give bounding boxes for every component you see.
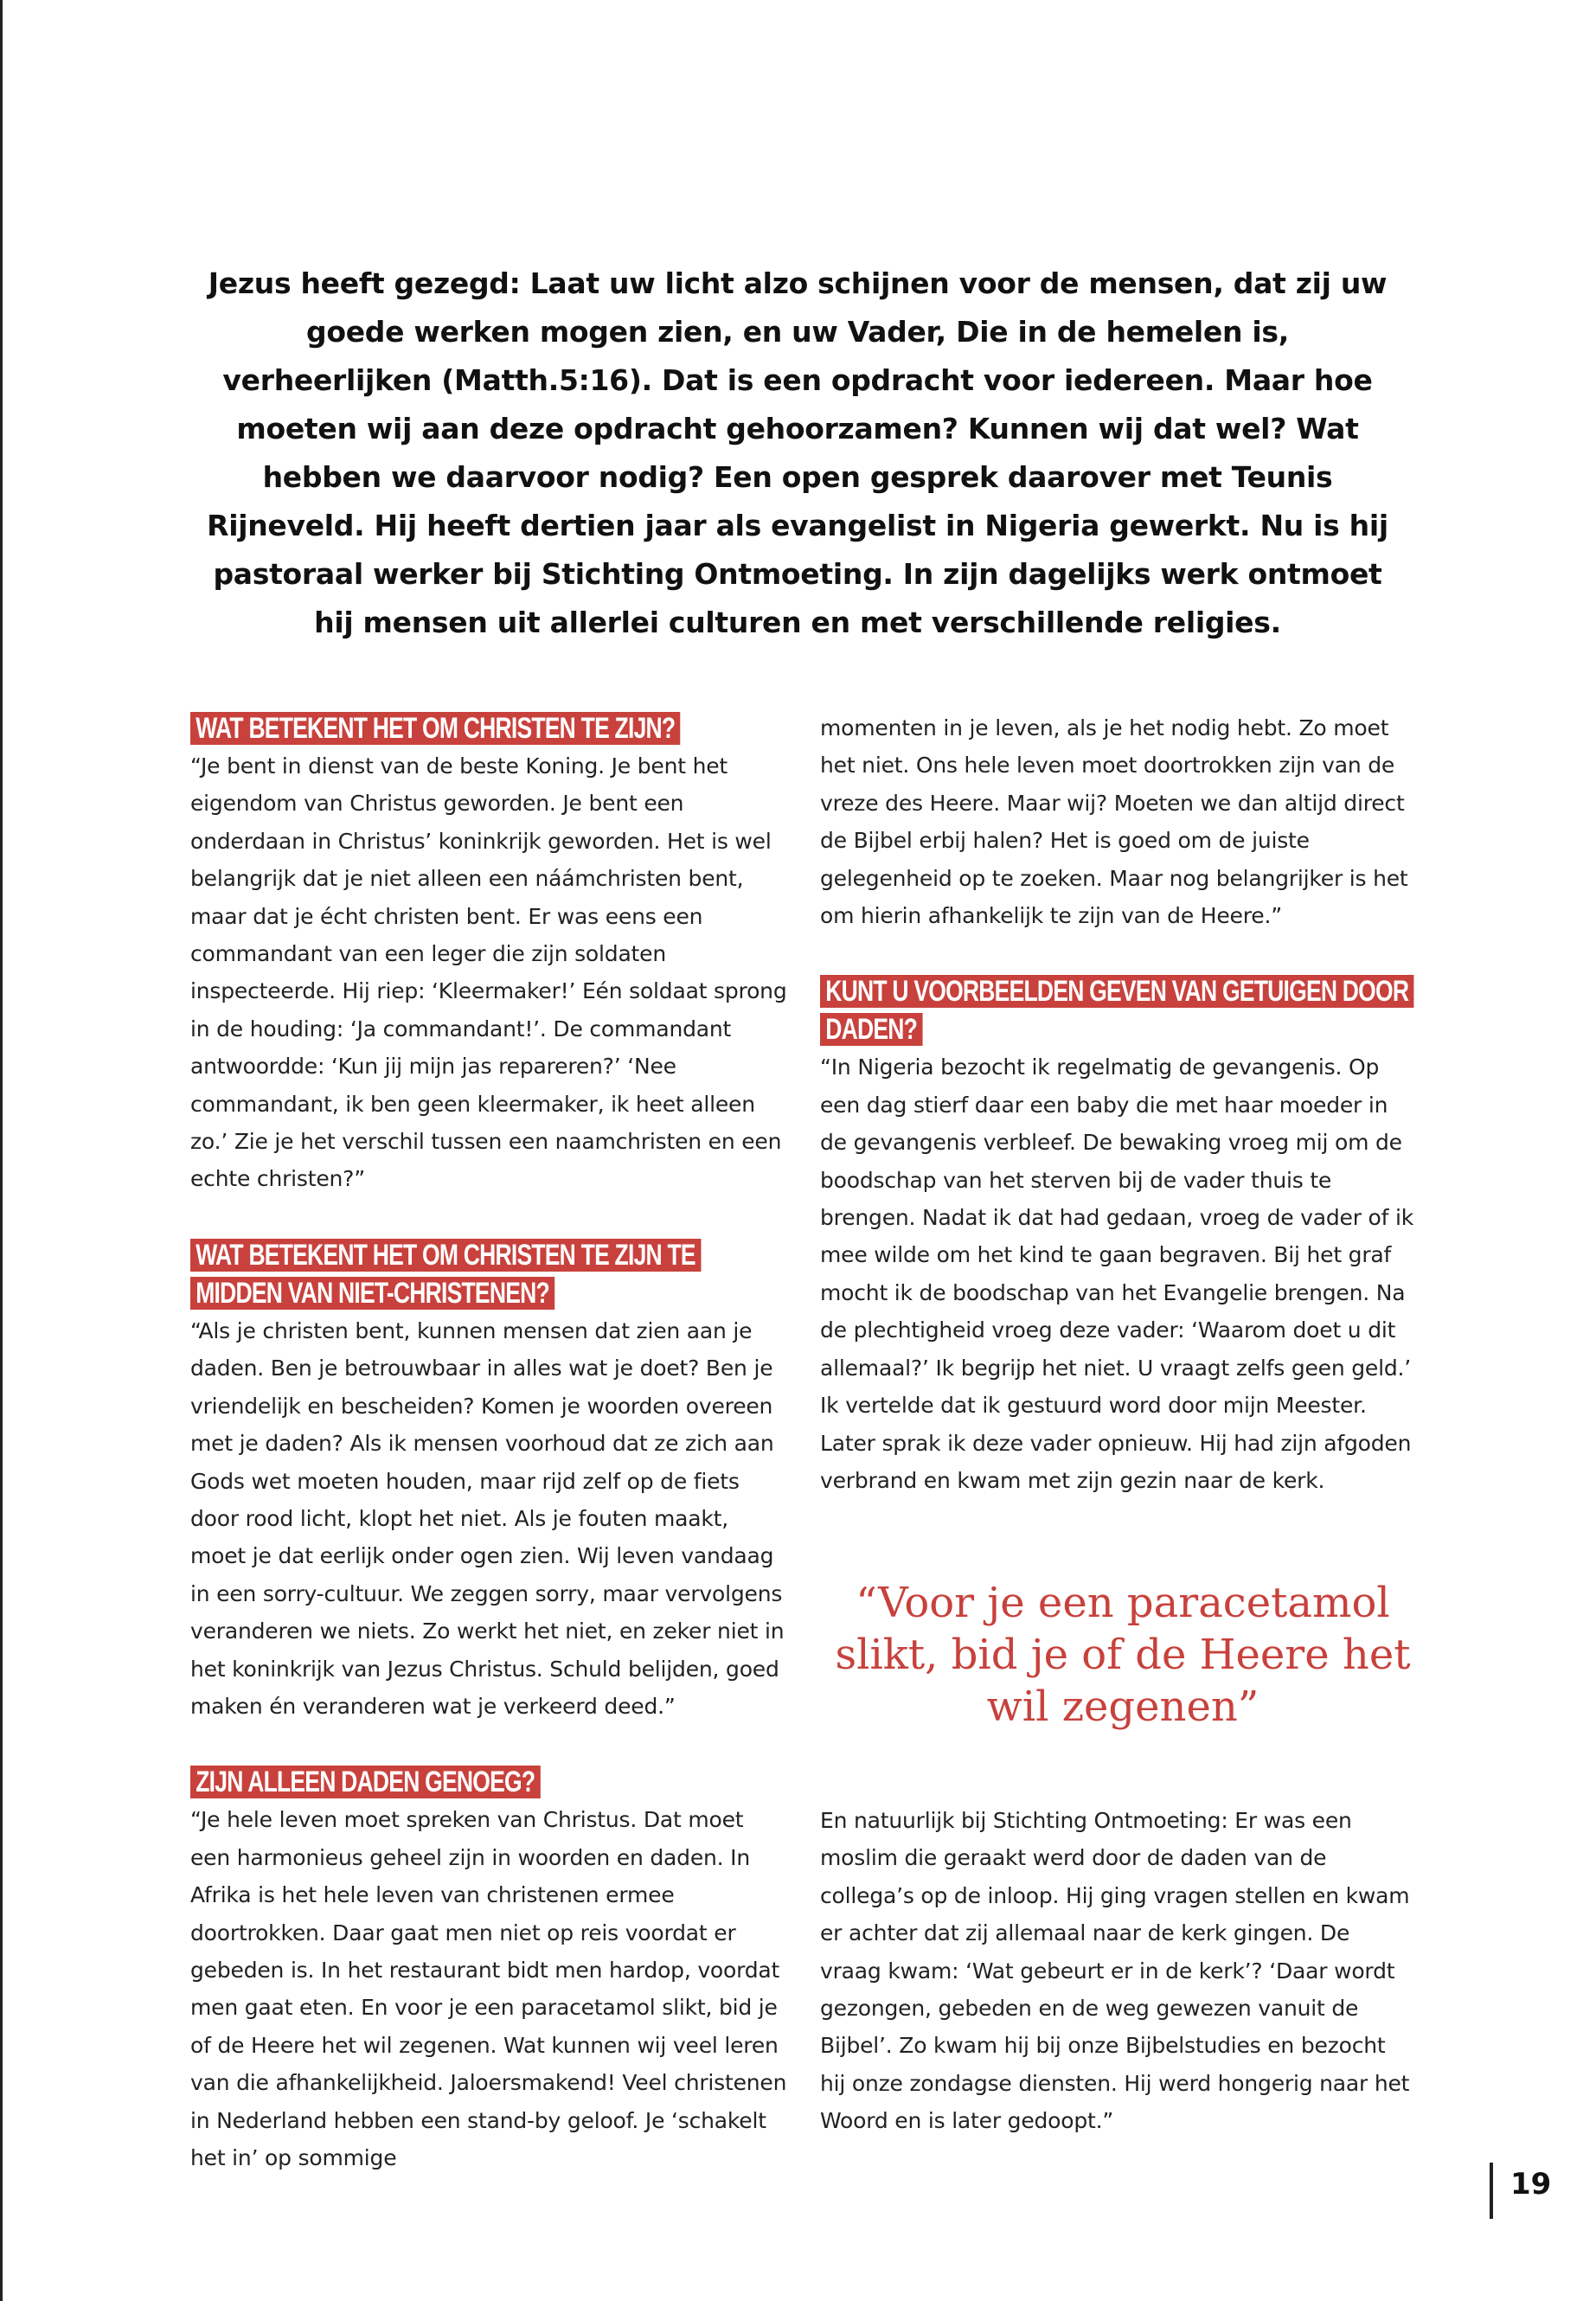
- page-edge-rule: [0, 0, 3, 2301]
- question-heading-4: KUNT U VOORBEELDEN GEVEN VAN GETUIGEN DOOR DADEN?: [820, 972, 1416, 1048]
- answer-3: “Je hele leven moet spreken van Christus. Dat moet een harmonieus geheel zijn in woorden en daden. In Afrika is het hele leven van christenen ermee doortrokken. Daar gaat men niet op reis voordat er gebeden is. In het restaurant bidt men hardop, voordat men gaat eten. En voor je een paracetamol slikt, bid je of de Heere het wil zegenen. Wat kunnen wij veel leren van die afhankelijkheid. Jaloersmakend! Veel christenen in Nederland hebben een stand-by geloof. Je ‘schakelt het in’ op sommige: [190, 1807, 787, 2170]
- page-number: 19: [1510, 2167, 1552, 2202]
- answer-2: “Als je christen bent, kunnen mensen dat zien aan je daden. Ben je betrouwbaar in alles wat je doet? Ben je vriendelijk en bescheiden? Komen je woorden overeen met je daden? Als ik mensen voorhoud dat ze zich aan Gods wet moeten houden, maar rijd zelf op de fiets door rood licht, klopt het niet. Als je fouten maakt, moet je dat eerlijk onder ogen zien. Wij leven vandaag in een sorry-cultuur. We zeggen sorry, maar vervolgens veranderen we niets. Zo werkt het niet, en zeker niet in het koninkrijk van Jezus Christus. Schuld belijden, goed maken én veranderen wat je verkeerd deed.”: [190, 1317, 785, 1719]
- question-heading-2: WAT BETEKENT HET OM CHRISTEN TE ZIJN TE MIDDEN VAN NIET-CHRISTENEN?: [190, 1236, 786, 1312]
- question-heading-3: ZIJN ALLEEN DADEN GENOEG?: [190, 1763, 786, 1801]
- closing-paragraph: En natuurlijk bij Stichting Ontmoeting: Er was een moslim die geraakt werd door de daden van de collega’s op de inloop. Hij ging vragen stellen en kwam er achter dat zij allemaal naar de kerk gingen. De vraag kwam: ‘Wat gebeurt er in de kerk’? ‘Daar wordt gezongen, gebeden en de weg gewezen vanuit de Bijbel’. Zo kwam hij bij onze Bijbelstudies en bezocht hij onze zondagse diensten. Hij werd hongerig naar het Woord en is later gedoopt.”: [820, 1808, 1410, 2134]
- pull-quote: “Voor je een paracetamol slikt, bid je of de Heere het wil zegenen”: [835, 1579, 1411, 1731]
- intro-paragraph: Jezus heeft gezegd: Laat uw licht alzo schijnen voor de mensen, dat zij uw goede werken mogen zien, en uw Vader, Die in de hemelen is, verheerlijken (Matth.5:16). Dat is een opdracht voor iedereen. Maar hoe moeten wij aan deze opdracht gehoorzamen? Kunnen wij dat wel? Wat hebben we daarvoor nodig? Een open gesprek daarover met Teunis Rijneveld. Hij heeft dertien jaar als evangelist in Nigeria gewerkt. Nu is hij pastoraal werker bij Stichting Ontmoeting. In zijn dagelijks werk ontmoet hij mensen uit allerlei culturen en met verschillende religies.: [207, 266, 1388, 639]
- closing-block: [820, 1802, 1417, 2140]
- question-heading-1: WAT BETEKENT HET OM CHRISTEN TE ZIJN?: [190, 709, 786, 747]
- left-column: [190, 709, 787, 2176]
- answer-4: “In Nigeria bezocht ik regelmatig de gevangenis. Op een dag stierf daar een baby die met haar moeder in de gevangenis verbleef. De bewaking vroeg mij om de boodschap van het sterven bij de vader thuis te brengen. Nadat ik dat had gedaan, vroeg de vader of ik mee wilde om het kind te gaan begraven. Bij het graf mocht ik de boodschap van het Evangelie brengen. Na de plechtigheid vroeg deze vader: ‘Waarom doet u dit allemaal?’ Ik begrijp het niet. U vraagt zelfs geen geld.’ Ik vertelde dat ik gestuurd word door mijn Meester. Later sprak ik deze vader opnieuw. Hij had zijn afgoden verbrand en kwam met zijn gezin naar de kerk.: [820, 1054, 1414, 1493]
- page-number-rule: [1490, 2163, 1493, 2219]
- answer-3-continued: momenten in je leven, als je het nodig hebt. Zo moet het niet. Ons hele leven moet doortrokken zijn van de vreze des Heere. Maar wij? Moeten we dan altijd direct de Bijbel erbij halen? Het is goed om de juiste gelegenheid op te zoeken. Maar nog belangrijker is het om hierin afhankelijk te zijn van de Heere.”: [820, 715, 1408, 929]
- right-column: [820, 709, 1417, 1499]
- answer-1: “Je bent in dienst van de beste Koning. Je bent het eigendom van Christus geworden. Je bent een onderdaan in Christus’ koninkrijk geworden. Het is wel belangrijk dat je niet alleen een náámchristen bent, maar dat je écht christen bent. Er was eens een commandant van een leger die zijn soldaten inspecteerde. Hij riep: ‘Kleermaker!’ Eén soldaat sprong in de houding: ‘Ja commandant!’. De commandant antwoordde: ‘Kun jij mijn jas repareren?’ ‘Nee commandant, ik ben geen kleermaker, ik heet alleen zo.’ Zie je het verschil tussen een naamchristen en een echte christen?”: [190, 753, 787, 1192]
